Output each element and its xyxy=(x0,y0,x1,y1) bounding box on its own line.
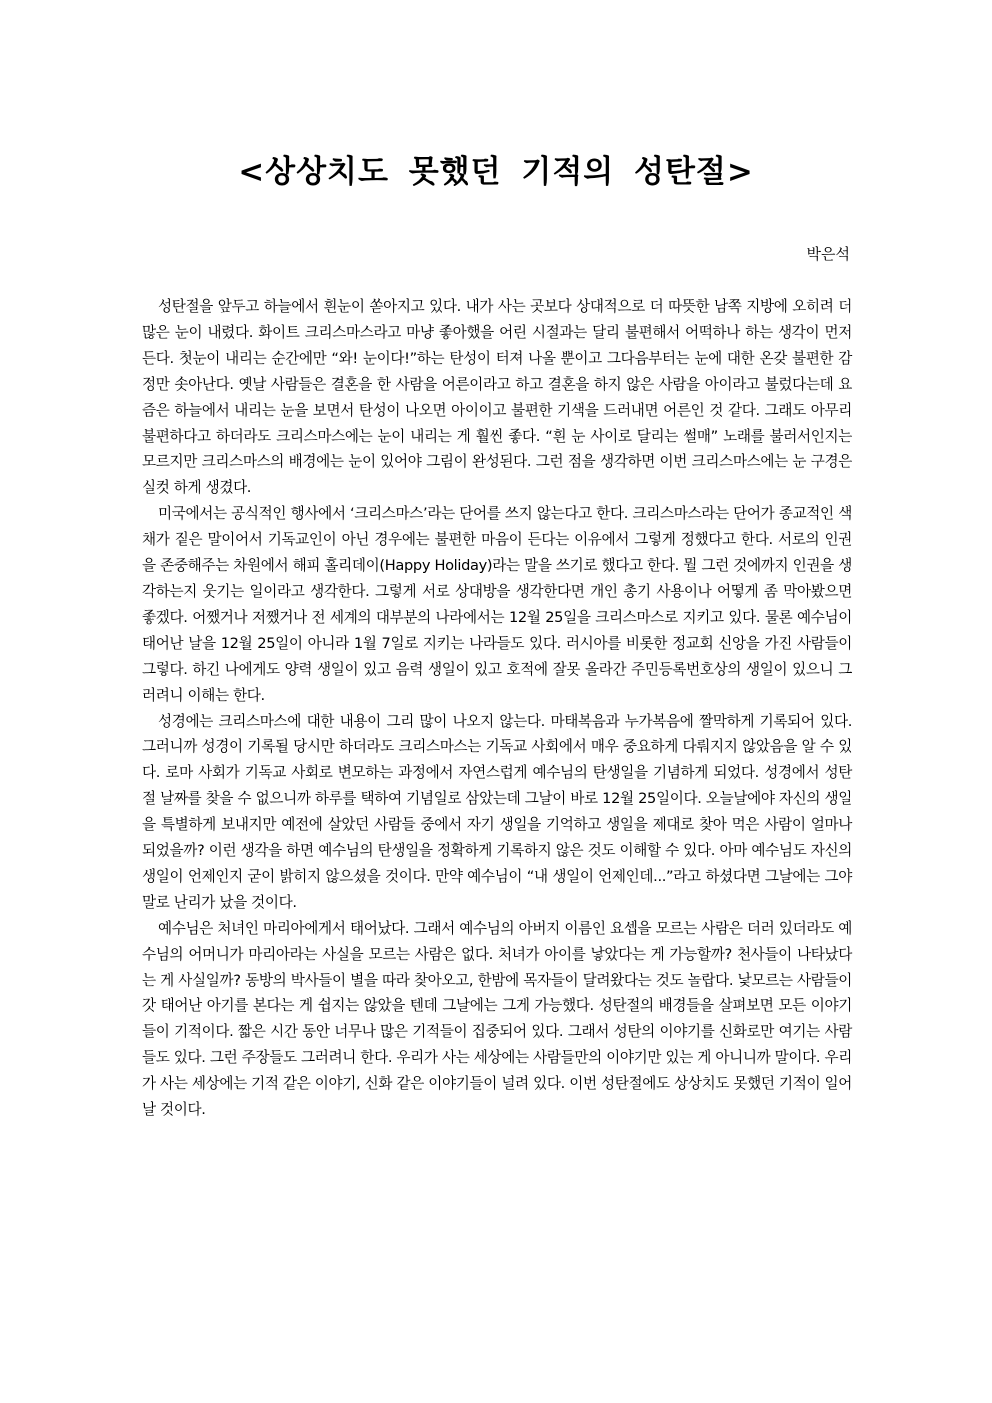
document-body xyxy=(142,294,852,1123)
paragraph-4: 예수님은 처녀인 마리아에게서 태어났다. 그래서 예수님의 아버지 이름인 요셉을 모르는 사람은 더러 있더라도 예수님의 어머니가 마리아라는 사실을 모르는 사람은 없다. 처녀가 아이를 낳았다는 게 가능할까? 천사들이 나타났다는 게 사실일까? 동방의 박사들이 별을 따라 찾아오고, 한밤에 목자들이 달려왔다는 것도 놀랍다. 낯모르는 사람들이 갓 태어난 아기를 본다는 게 쉽지는 않았을 텐데 그날에는 그게 가능했다. 성탄절의 배경들을 살펴보면 모든 이야기들이 기적이다. 짧은 시간 동안 너무나 많은 기적들이 집중되어 있다. 그래서 성탄의 이야기를 신화로만 여기는 사람들도 있다. 그런 주장들도 그러려니 한다. 우리가 사는 세상에는 사람들만의 이야기만 있는 게 아니니까 말이다. 우리가 사는 세상에는 기적 같은 이야기, 신화 같은 이야기들이 널려 있다. 이번 성탄절에도 상상치도 못했던 기적이 일어날 것이다. xyxy=(142,919,852,1119)
paragraph-3: 성경에는 크리스마스에 대한 내용이 그리 많이 나오지 않는다. 마태복음과 누가복음에 짤막하게 기록되어 있다. 그러니까 성경이 기록될 당시만 하더라도 크리스마스는 기독교 사회에서 매우 중요하게 다뤄지지 않았음을 알 수 있다. 로마 사회가 기독교 사회로 변모하는 과정에서 자연스럽게 예수님의 탄생일을 기념하게 되었다. 성경에서 성탄절 날짜를 찾을 수 없으니까 하루를 택하여 기념일로 삼았는데 그날이 바로 12월 25일이다. 오늘날에야 자신의 생일을 특별하게 보내지만 예전에 살았던 사람들 중에서 자기 생일을 기억하고 생일을 제대로 찾아 먹은 사람이 얼마나 되었을까? 이런 생각을 하면 예수님의 탄생일을 정확하게 기록하지 않은 것도 이해할 수 있다. 아마 예수님도 자신의 생일이 언제인지 굳이 밝히지 않으셨을 것이다. 만약 예수님이 “내 생일이 언제인데...”라고 하셨다면 그날에는 그야말로 난리가 났을 것이다. xyxy=(142,712,852,911)
paragraph-1: 성탄절을 앞두고 하늘에서 흰눈이 쏟아지고 있다. 내가 사는 곳보다 상대적으로 더 따뜻한 남쪽 지방에 오히려 더 많은 눈이 내렸다. 화이트 크리스마스라고 마냥 좋아했을 어린 시절과는 달리 불편해서 어떡하나 하는 생각이 먼저 든다. 첫눈이 내리는 순간에만 “와! 눈이다!”하는 탄성이 터져 나올 뿐이고 그다음부터는 눈에 대한 온갖 불편한 감정만 솟아난다. 옛날 사람들은 결혼을 한 사람을 어른이라고 하고 결혼을 하지 않은 사람을 아이라고 불렀다는데 요즘은 하늘에서 내리는 눈을 보면서 탄성이 나오면 아이이고 불편한 기색을 드러내면 어른인 것 같다. 그래도 아무리 불편하다고 하더라도 크리스마스에는 눈이 내리는 게 훨씬 좋다. “흰 눈 사이로 달리는 썰매” 노래를 불러서인지는 모르지만 크리스마스의 배경에는 눈이 있어야 그림이 완성된다. 그런 점을 생각하면 이번 크리스마스에는 눈 구경은 실컷 하게 생겼다. xyxy=(142,298,852,497)
author-name: 박은석 xyxy=(806,245,850,263)
document-title: <상상치도 못했던 기적의 성탄절> xyxy=(238,154,754,190)
paragraph-2: 미국에서는 공식적인 행사에서 ‘크리스마스’라는 단어를 쓰지 않는다고 한다. 크리스마스라는 단어가 종교적인 색채가 짙은 말이어서 기독교인이 아닌 경우에는 불편한 마음이 든다는 이유에서 그렇게 정했다고 한다. 서로의 인권을 존중해주는 차원에서 해피 홀리데이(Happy Holiday)라는 말을 쓰기로 했다고 한다. 뭘 그런 것에까지 인권을 생각하는지 웃기는 일이라고 생각한다. 그렇게 서로 상대방을 생각한다면 개인 총기 사용이나 어떻게 좀 막아봤으면 좋겠다. 어쨌거나 저쨌거나 전 세계의 대부분의 나라에서는 12월 25일을 크리스마스로 지키고 있다. 물론 예수님이 태어난 날을 12월 25일이 아니라 1월 7일로 지키는 나라들도 있다. 러시아를 비롯한 정교회 신앙을 가진 사람들이 그렇다. 하긴 나에게도 양력 생일이 있고 음력 생일이 있고 호적에 잘못 올라간 주민등록번호상의 생일이 있으니 그러려니 이해는 한다. xyxy=(142,505,852,704)
